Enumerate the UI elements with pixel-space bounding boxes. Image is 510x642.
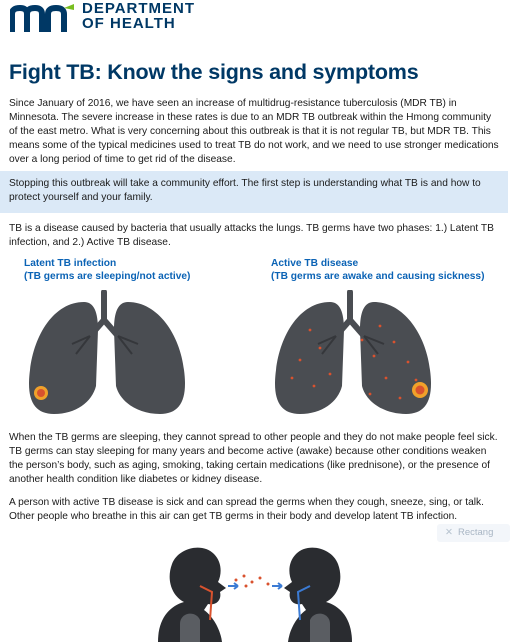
what-is-tb-paragraph: TB is a disease caused by bacteria that usually attacks the lungs. TB germs have two phases: 1.) Latent TB infection, and 2.) Active TB disease. bbox=[9, 223, 494, 248]
department-line-1: DEPARTMENT bbox=[82, 0, 196, 17]
page-title: Fight TB: Know the signs and symptoms bbox=[9, 60, 419, 84]
latent-label bbox=[24, 257, 190, 283]
active-disease-paragraph: A person with active TB disease is sick and can spread the germs when they cough, sneeze, sing, or talk. Other people who breathe in this air can get TB germs in their body and develop latent TB infection. bbox=[9, 497, 484, 522]
airborne-germs bbox=[235, 575, 270, 588]
callout-text: Stopping this outbreak will take a community effort. The first step is understanding what TB is and how to protect yourself and your family. bbox=[9, 178, 481, 203]
intro-paragraph: Since January of 2016, we have seen an increase of multidrug-resistance tuberculosis (MDR TB) in Minnesota. The severe increase in these rates is due to an MDR TB outbreak within the Hmong community of the east metro. What is very concerning about this outbreak is that it is not regular TB, but MDR TB. This means some of the typical medicines used to treat TB do not work, and we need to use stronger medications over a long period of time to get rid of the disease. bbox=[9, 98, 499, 165]
transmission-illustration bbox=[150, 540, 360, 642]
close-icon[interactable]: ✕ bbox=[445, 527, 453, 538]
overlay-chip[interactable] bbox=[437, 524, 510, 542]
latent-title: Latent TB infection bbox=[24, 258, 117, 269]
active-label bbox=[271, 257, 484, 283]
sleeping-germs-paragraph: When the TB germs are sleeping, they cannot spread to other people and they do not make people feel sick. TB germs can stay sleeping for many years and become active (awake) because other conditions weaken the person’s body, such as aging, smoking, taking certain medications (like prednisone), or the presence of another health condition like diabetes or kidney disease. bbox=[9, 432, 498, 485]
callout-box bbox=[0, 171, 508, 213]
latent-subtitle: (TB germs are sleeping/not active) bbox=[24, 271, 191, 282]
department-name bbox=[82, 1, 195, 31]
header bbox=[10, 0, 310, 40]
active-subtitle: (TB germs are awake and causing sickness) bbox=[271, 271, 485, 282]
department-line-2: OF HEALTH bbox=[82, 15, 176, 32]
latent-lungs-illustration bbox=[24, 290, 194, 420]
overlay-chip-label: Rectang bbox=[457, 527, 494, 538]
mn-logo bbox=[10, 4, 76, 34]
active-lungs-illustration bbox=[270, 290, 440, 420]
active-title: Active TB disease bbox=[271, 258, 359, 269]
